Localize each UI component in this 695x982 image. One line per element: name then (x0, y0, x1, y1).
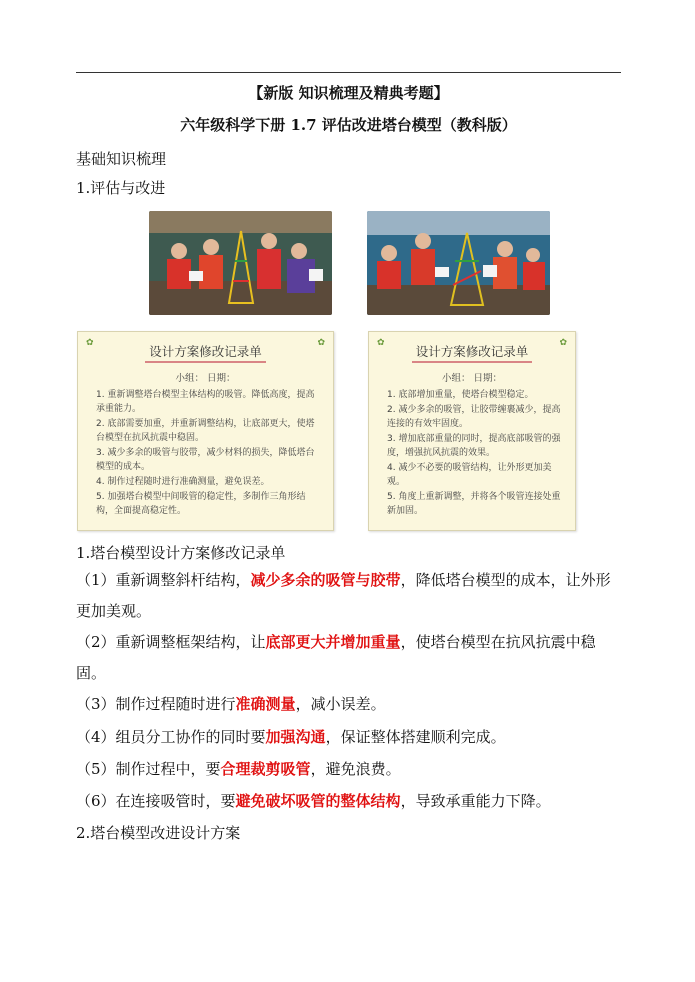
section-heading: 基础知识梳理 (76, 150, 167, 168)
highlight: 底部更大并增加重量 (265, 633, 401, 651)
revision-record-card-1 (77, 331, 334, 531)
highlight: 合理裁剪吸管 (220, 760, 311, 778)
list-item: 1. 底部增加重量，使塔台模型稳定。 (387, 390, 534, 400)
card-meta: 小组： 日期： (441, 373, 503, 384)
list-item: 2. 底部需要加重，并重新调整结构，让底部更大，使塔台模型在抗风抗震中稳固。 (96, 419, 315, 443)
classroom-photo-2 (367, 211, 550, 315)
list1-p5 (76, 754, 621, 785)
text: ，避免浪费。 (310, 760, 401, 778)
list-item: 5. 角度上重新调整，并将各个吸管连接处重新加固。 (387, 492, 561, 516)
text: （6）在连接吸管时，要 (76, 792, 236, 810)
top-rule (76, 72, 621, 73)
leaf-icon: ✿ (317, 338, 325, 348)
list-item: 3. 减少多余的吸管与胶带，减少材料的损失，降低塔台模型的成本。 (96, 448, 315, 472)
list1-p6 (76, 786, 621, 817)
list-item: 3. 增加底部重量的同时，提高底部吸管的强度，增强抗风抗震的效果。 (387, 434, 561, 458)
doc-subtitle: 六年级科学下册 1.7 评估改进塔台模型（教科版） (180, 116, 517, 134)
text: （3）制作过程随时进行 (76, 695, 236, 713)
doc-title: 【新版 知识梳理及精典考题】 (248, 84, 449, 102)
leaf-icon: ✿ (559, 338, 567, 348)
text: ，导致承重能力下降。 (400, 792, 551, 810)
leaf-icon: ✿ (377, 338, 385, 348)
classroom-photo-1 (149, 211, 332, 315)
highlight: 准确测量 (235, 695, 296, 713)
list-item: 4. 制作过程随时进行准确测量，避免误差。 (96, 477, 270, 487)
list-item: 1. 重新调整塔台模型主体结构的吸管。降低高度，提高承重能力。 (96, 390, 315, 414)
text: （4）组员分工协作的同时要 (76, 728, 266, 746)
text: ，保证整体搭建顺利完成。 (325, 728, 506, 746)
list1-p2 (76, 627, 621, 689)
revision-record-card-2 (368, 331, 576, 531)
card-title: 设计方案修改记录单 (412, 344, 533, 363)
text: （1）重新调整斜杆结构， (76, 571, 251, 589)
list-item: 4. 减少不必要的吸管结构，让外形更加美观。 (387, 463, 552, 487)
card-title: 设计方案修改记录单 (145, 344, 266, 363)
highlight: 加强沟通 (265, 728, 326, 746)
list-item: 2. 减少多余的吸管，让胶带缠裹减少，提高连接的有效牢固度。 (387, 405, 561, 429)
text: ，减小误差。 (295, 695, 386, 713)
leaf-icon: ✿ (86, 338, 94, 348)
text: ，降低塔台模型的成本，让外形更加美观。 (76, 571, 611, 620)
highlight: 避免破坏吸管的整体结构 (235, 792, 401, 810)
list1-p3 (76, 689, 621, 720)
text: （2）重新调整框架结构，让 (76, 633, 266, 651)
item1-heading: 1.评估与改进 (76, 179, 166, 197)
list1-p4 (76, 722, 621, 753)
highlight: 减少多余的吸管与胶带 (250, 571, 401, 589)
text: （5）制作过程中，要 (76, 760, 221, 778)
list1-heading: 1.塔台模型设计方案修改记录单 (76, 544, 286, 562)
card-meta: 小组： 日期： (175, 373, 236, 384)
list2-heading: 2.塔台模型改进设计方案 (76, 824, 241, 842)
text: ，使塔台模型在抗风抗震中稳固。 (76, 633, 596, 682)
list-item: 5. 加强塔台模型中间吸管的稳定性，多制作三角形结构，全面提高稳定性。 (96, 492, 306, 516)
list1-p1 (76, 565, 621, 627)
